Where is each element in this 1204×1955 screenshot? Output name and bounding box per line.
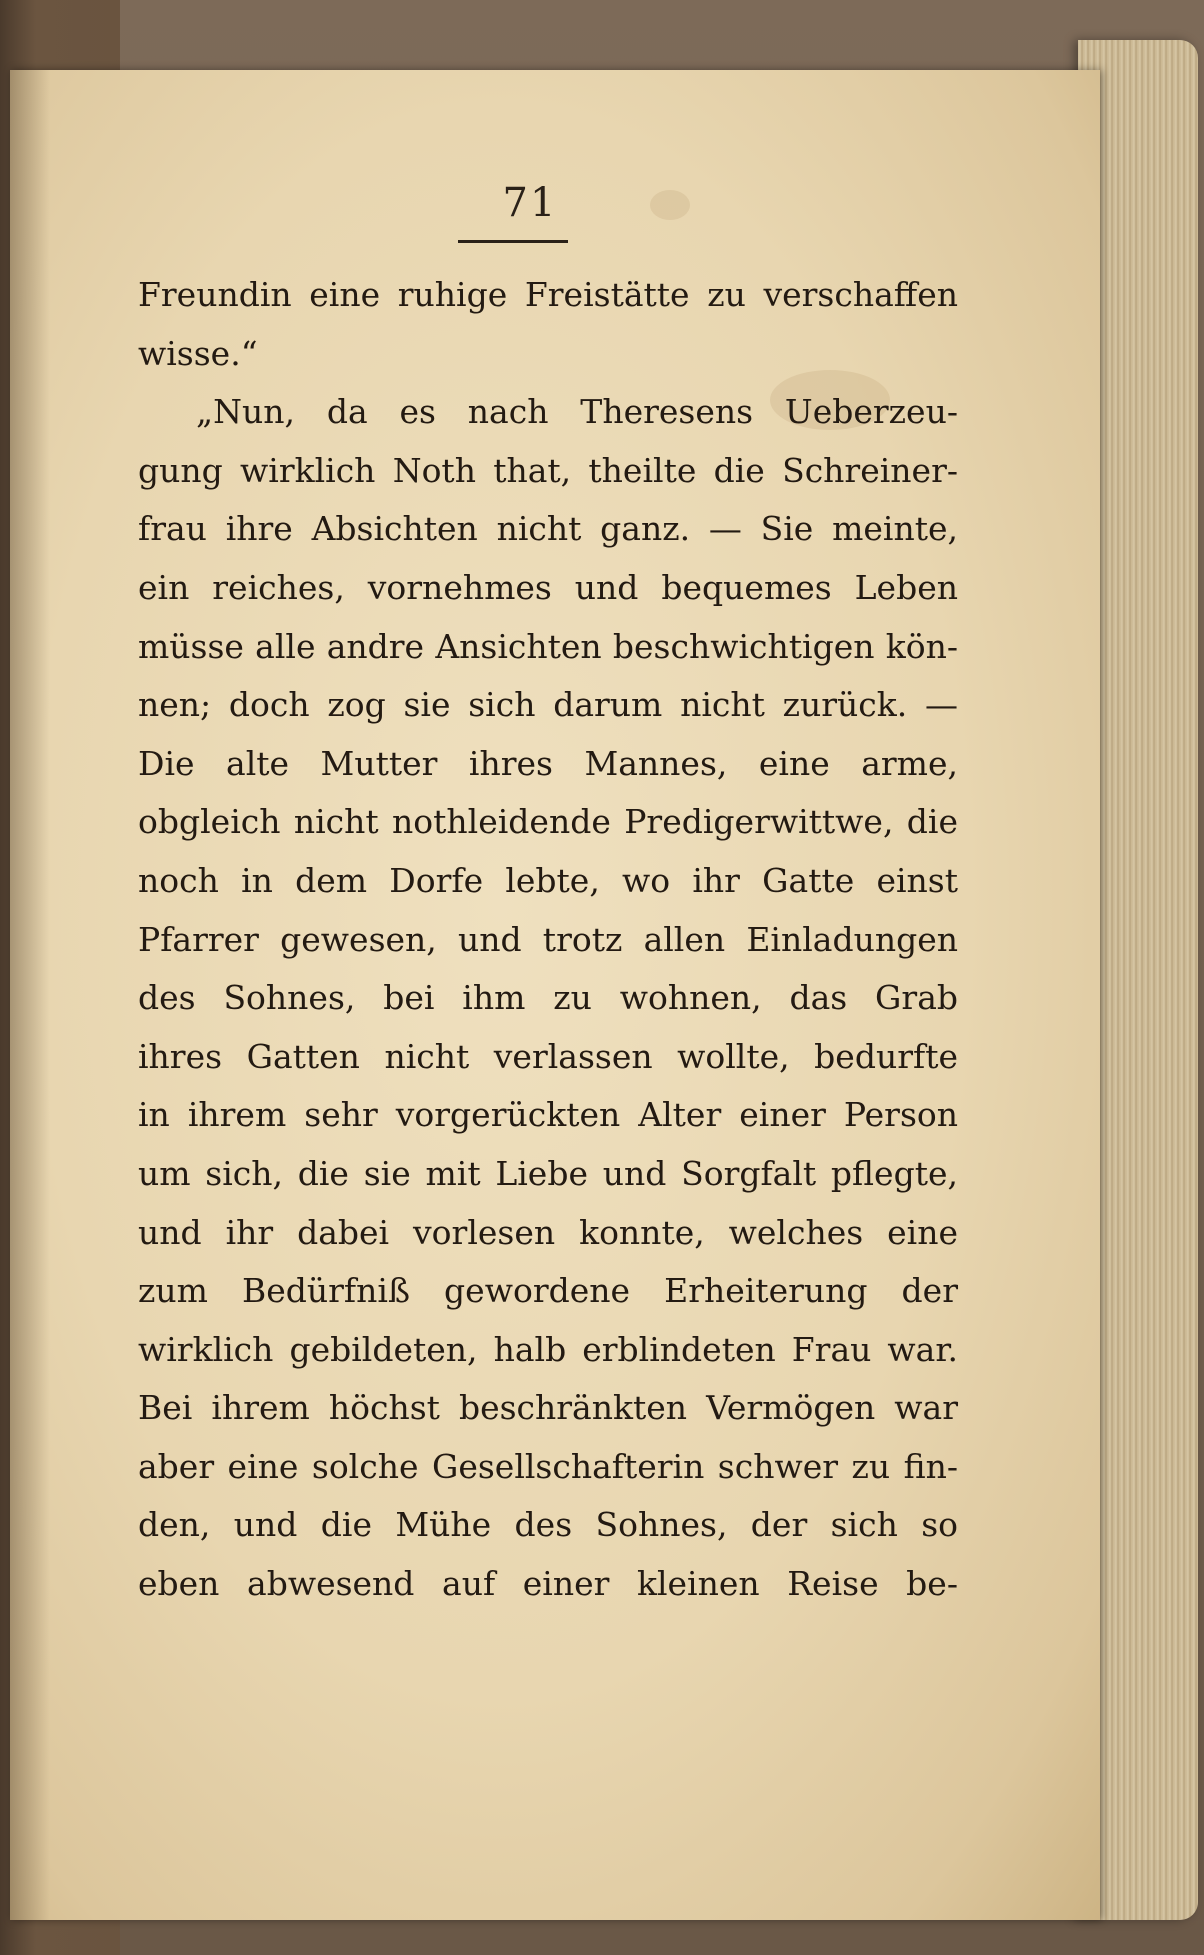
text-line: wirklich gebildeten, halb erblindeten Frau war.	[138, 1329, 958, 1369]
foxing-spot	[650, 190, 690, 220]
text-line: Bei ihrem höchst beschränkten Vermögen war	[138, 1388, 958, 1428]
text-line: und ihr dabei vorlesen konnte, welches eine	[138, 1212, 958, 1252]
text-line: eben abwesend auf einer kleinen Reise be-	[138, 1564, 958, 1604]
text-line: gung wirklich Noth that, theilte die Schreiner-	[138, 450, 958, 490]
text-line: in ihrem sehr vorgerückten Alter einer Person	[138, 1095, 958, 1135]
text-line: Die alte Mutter ihres Mannes, eine arme,	[138, 743, 958, 783]
page-number: 71	[502, 180, 558, 226]
book-page	[10, 70, 1100, 1920]
text-line: aber eine solche Gesellschafterin schwer zu fin-	[138, 1446, 958, 1486]
text-line: „Nun, da es nach Theresens Ueberzeu-	[196, 392, 958, 432]
text-line: noch in dem Dorfe lebte, wo ihr Gatte einst	[138, 860, 958, 900]
text-line: müsse alle andre Ansichten beschwichtigen kön-	[138, 626, 958, 666]
text-line: Pfarrer gewesen, und trotz allen Einladungen	[138, 919, 958, 959]
text-line: ihres Gatten nicht verlassen wollte, bedurfte	[138, 1036, 958, 1076]
text-line: zum Bedürfniß gewordene Erheiterung der	[138, 1271, 958, 1311]
text-line: wisse.“	[138, 333, 258, 373]
text-line: um sich, die sie mit Liebe und Sorgfalt pflegte,	[138, 1153, 958, 1193]
text-line: nen; doch zog sie sich darum nicht zurück. —	[138, 685, 958, 725]
body-text	[138, 266, 958, 1614]
text-line: ein reiches, vornehmes und bequemes Leben	[138, 567, 958, 607]
gutter-shadow	[10, 70, 50, 1920]
text-line: den, und die Mühe des Sohnes, der sich so	[138, 1505, 958, 1545]
text-line: frau ihre Absichten nicht ganz. — Sie meinte,	[138, 509, 958, 549]
text-line: obgleich nicht nothleidende Predigerwittwe, die	[138, 802, 958, 842]
text-line: des Sohnes, bei ihm zu wohnen, das Grab	[138, 978, 958, 1018]
header-rule	[458, 240, 568, 243]
text-line: Freundin eine ruhige Freistätte zu verschaffen	[138, 275, 958, 314]
